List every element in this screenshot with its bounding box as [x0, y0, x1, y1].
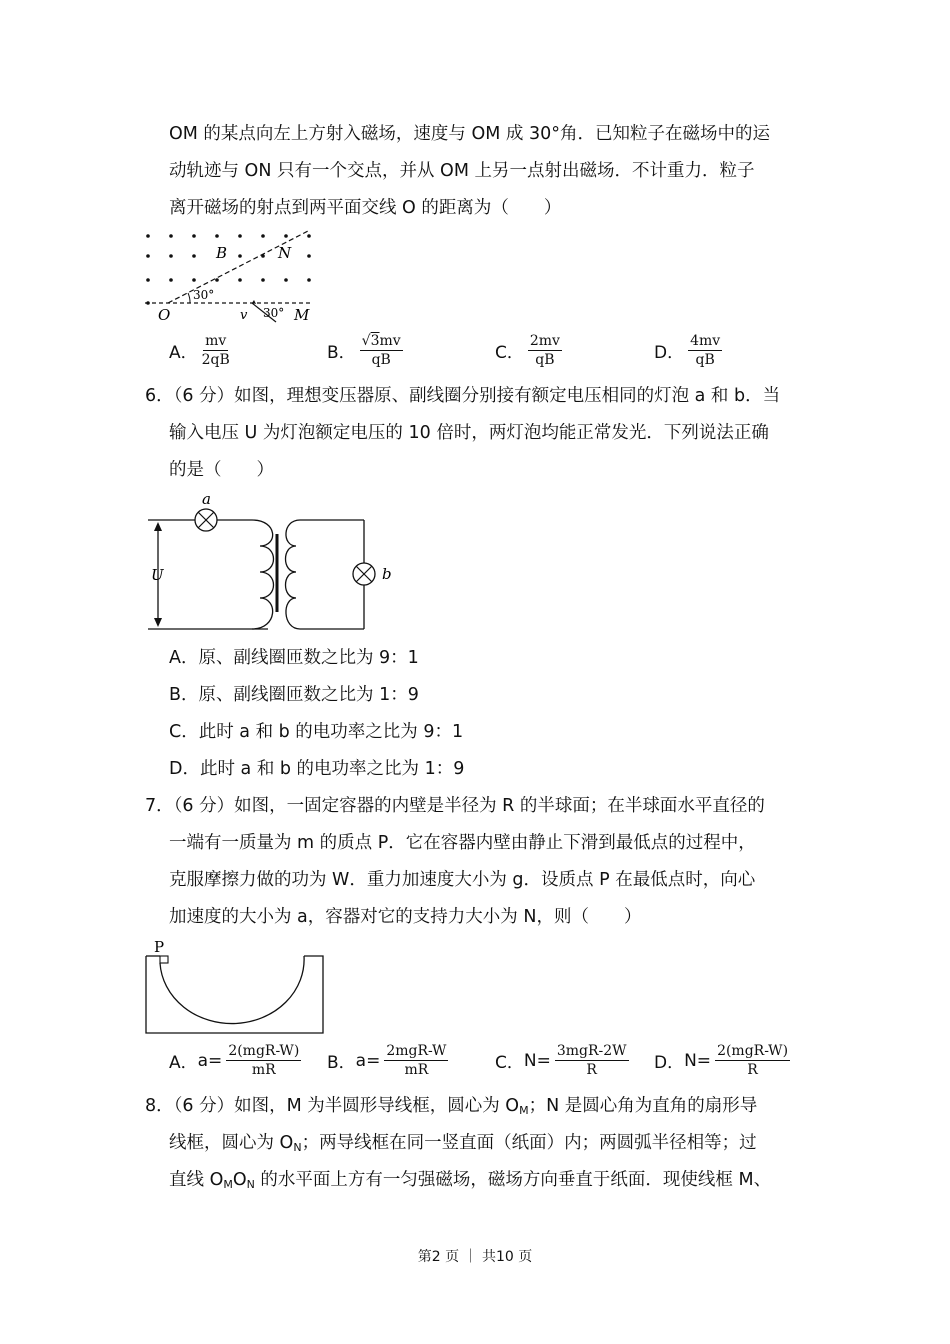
- field-dot: [307, 234, 311, 238]
- field-dot: [284, 278, 288, 282]
- q5-option-c-letter: C．: [495, 343, 524, 363]
- q6-line-1: 6．（6 分）如图，理想变压器原、副线圈分别接有额定电压相同的灯泡 a 和 b．当: [145, 386, 781, 406]
- q8-line-1-text: 8．（6 分）如图，M 为半圆形导线框，圆心为 O: [145, 1096, 520, 1116]
- q6-figure: [140, 488, 400, 636]
- field-dot: [146, 234, 150, 238]
- q7-option-b[interactable]: [327, 1043, 448, 1078]
- field-dot: [284, 234, 288, 238]
- secondary-coil: [286, 520, 301, 629]
- q6-label-U: U: [151, 566, 164, 584]
- q8-sub: M: [519, 1104, 529, 1117]
- field-dot: [192, 254, 196, 258]
- q6-line-3: 的是（ ）: [169, 460, 274, 480]
- field-dot: [192, 234, 196, 238]
- q8-sub: N: [293, 1141, 302, 1154]
- fraction-denominator: R: [586, 1062, 597, 1078]
- q6-option-d[interactable]: D．此时 a 和 b 的电功率之比为 1：9: [169, 759, 465, 779]
- sqrt-radicand: 3: [370, 333, 380, 349]
- q7-option-a-fraction: [226, 1043, 301, 1078]
- q7-option-b-prefix: a=: [355, 1050, 381, 1071]
- q6-option-c[interactable]: C．此时 a 和 b 的电功率之比为 9：1: [169, 722, 464, 742]
- q7-line-2: 一端有一质量为 m 的质点 P．它在容器内壁由静止下滑到最低点的过程中，: [169, 833, 756, 853]
- primary-coil: [252, 520, 274, 629]
- q5-option-b-fraction: [360, 333, 403, 368]
- field-dot: [192, 278, 196, 282]
- fraction-denominator: R: [747, 1062, 758, 1078]
- q7-option-a-letter: A．: [169, 1053, 198, 1073]
- field-dot: [307, 254, 311, 258]
- q7-option-c-letter: C．: [495, 1053, 524, 1073]
- q5-line-1: OM 的某点向左上方射入磁场，速度与 OM 成 30°角．已知粒子在磁场中的运: [169, 124, 771, 144]
- q5-angle1: 30°: [193, 288, 215, 302]
- fraction-numerator: √3mv: [361, 333, 401, 349]
- fraction-denominator: mR: [404, 1062, 429, 1078]
- q5-option-b-letter: B．: [327, 343, 356, 363]
- q7-option-c-prefix: N=: [523, 1050, 551, 1071]
- field-dot: [215, 278, 219, 282]
- q7-option-b-fraction: [384, 1043, 448, 1078]
- q8-line-3-mid: O: [232, 1170, 247, 1190]
- q5-label-O: O: [158, 306, 171, 324]
- numerator-rest: mv: [379, 333, 401, 349]
- q8-line-2-text: 线框，圆心为 O: [169, 1133, 294, 1153]
- q7-line-3: 克服摩擦力做的功为 W．重力加速度大小为 g．设质点 P 在最低点时，向心: [169, 870, 756, 890]
- fraction-denominator: mR: [251, 1062, 276, 1078]
- fraction-denominator: qB: [535, 352, 555, 368]
- q7-line-1: 7．（6 分）如图，一固定容器的内壁是半径为 R 的半球面；在半球面水平直径的: [145, 796, 765, 816]
- q8-sub: M: [223, 1178, 233, 1191]
- q6-option-b[interactable]: B．原、副线圈匝数之比为 1：9: [169, 685, 419, 705]
- q5-option-c-fraction: [528, 333, 562, 368]
- fraction-numerator: 4mv: [690, 333, 721, 349]
- q7-option-c-fraction: [555, 1043, 629, 1078]
- q8-line-3-text: 直线 O: [169, 1170, 224, 1190]
- field-dot: [238, 254, 242, 258]
- fraction-denominator: qB: [695, 352, 715, 368]
- field-dot: [307, 278, 311, 282]
- q7-option-c[interactable]: [495, 1043, 629, 1078]
- q5-line-3: 离开磁场的射点到两平面交线 O 的距离为（ ）: [169, 198, 562, 218]
- fraction-denominator: qB: [371, 352, 391, 368]
- q5-option-a-fraction: [202, 333, 230, 368]
- q6-option-a[interactable]: A．原、副线圈匝数之比为 9：1: [169, 648, 419, 668]
- q8-sub: N: [246, 1178, 255, 1191]
- fraction-numerator: 3mgR-2W: [556, 1043, 627, 1059]
- q8-line-3-rest: 的水平面上方有一匀强磁场，磁场方向垂直于纸面．现使线框 M、: [254, 1170, 772, 1190]
- q5-figure: [140, 226, 320, 324]
- field-dot: [146, 278, 150, 282]
- q5-option-d[interactable]: [654, 333, 722, 368]
- field-dot: [169, 234, 173, 238]
- q7-line-4: 加速度的大小为 a，容器对它的支持力大小为 N，则（ ）: [169, 907, 642, 927]
- q5-option-d-fraction: [688, 333, 722, 368]
- q8-line-3: [169, 1167, 771, 1198]
- field-dot: [169, 254, 173, 258]
- hemisphere-arc: [160, 956, 304, 1024]
- q5-option-d-letter: D．: [654, 343, 685, 363]
- q5-label-v: v: [240, 308, 248, 323]
- field-dot: [146, 254, 150, 258]
- fraction-numerator: mv: [205, 333, 227, 349]
- q7-option-d-prefix: N=: [684, 1050, 712, 1071]
- fraction-numerator: 2(mgR-W): [717, 1043, 789, 1059]
- q7-label-P: P: [154, 938, 165, 956]
- q6-label-b: b: [382, 565, 392, 583]
- q8-line-1: [145, 1093, 757, 1124]
- q8-line-2-rest: ；两导线框在同一竖直面（纸面）内；两圆弧半径相等；过: [301, 1133, 757, 1153]
- q7-option-d-fraction: [715, 1043, 790, 1078]
- q7-option-d[interactable]: [654, 1043, 790, 1078]
- field-dot: [261, 278, 265, 282]
- field-dot: [261, 234, 265, 238]
- q7-option-b-letter: B．: [327, 1053, 356, 1073]
- q8-line-1-rest: ；N 是圆心角为直角的扇形导: [528, 1096, 758, 1116]
- fraction-denominator: 2qB: [201, 352, 230, 368]
- q7-option-a[interactable]: [169, 1043, 301, 1078]
- fraction-numerator: 2mv: [529, 333, 560, 349]
- q5-angle2: 30°: [263, 306, 285, 320]
- q5-option-a-letter: A．: [169, 343, 198, 363]
- particle-P: [160, 956, 168, 963]
- q7-option-a-prefix: a=: [197, 1050, 223, 1071]
- q8-line-2: [169, 1130, 757, 1161]
- q5-line-2: 动轨迹与 ON 只有一个交点，并从 OM 上另一点射出磁场．不计重力．粒子: [169, 161, 755, 181]
- page-footer: 第2 页 ｜ 共10 页: [417, 1249, 533, 1265]
- field-dot: [215, 234, 219, 238]
- fraction-numerator: 2mgR-W: [386, 1043, 447, 1059]
- fraction-numerator: 2(mgR-W): [228, 1043, 300, 1059]
- field-dot: [238, 234, 242, 238]
- q6-line-2: 输入电压 U 为灯泡额定电压的 10 倍时，两灯泡均能正常发光．下列说法正确: [169, 423, 769, 443]
- q7-option-d-letter: D．: [654, 1053, 685, 1073]
- q5-option-c[interactable]: [495, 333, 562, 368]
- q5-option-b[interactable]: [327, 333, 403, 368]
- q7-figure: [140, 936, 330, 1038]
- field-dot: [238, 278, 242, 282]
- q6-label-a: a: [202, 490, 211, 508]
- q5-label-B: B: [216, 244, 228, 262]
- q5-option-a[interactable]: [169, 333, 230, 368]
- field-dot: [169, 278, 173, 282]
- q5-label-N: N: [278, 244, 292, 262]
- q5-label-M: M: [294, 306, 310, 324]
